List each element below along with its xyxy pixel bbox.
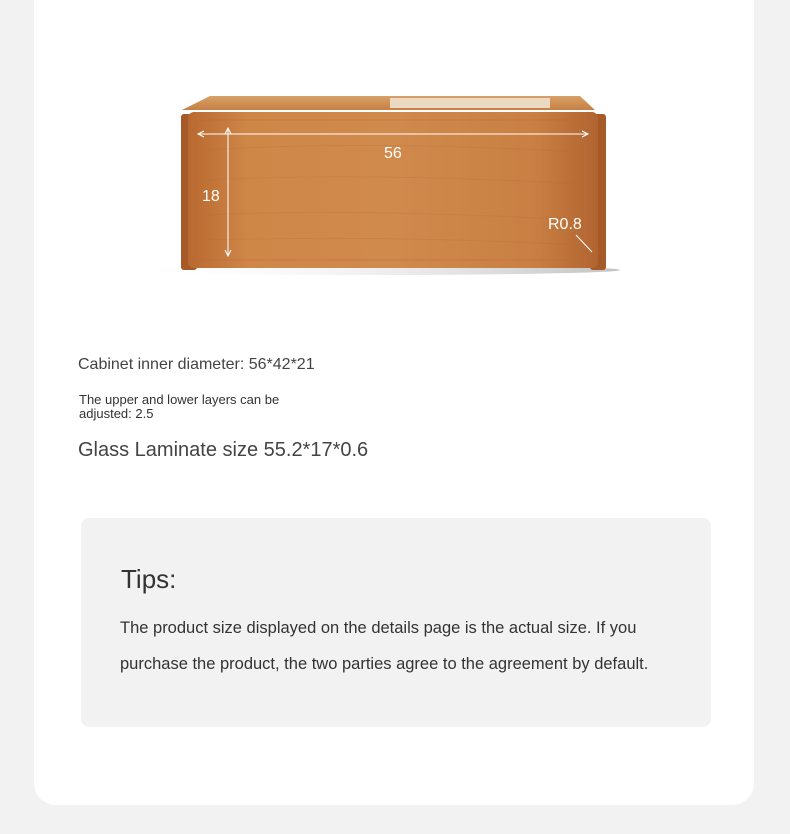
layer-adjust-spec: The upper and lower layers can be adjusted: 2.5 (79, 392, 280, 421)
glass-size-spec: Glass Laminate size 55.2*17*0.6 (78, 439, 369, 461)
tips-title: Tips: (121, 564, 177, 594)
height-label: 18 (202, 188, 220, 205)
width-label: 56 (384, 145, 402, 162)
inner-diameter-spec: Cabinet inner diameter: 56*42*21 (78, 356, 315, 373)
cabinet-top-glass (390, 98, 550, 108)
cabinet-illustration (110, 80, 630, 290)
tips-body: The product size displayed on the details page is the actual size. If you purchase the product, the two parties agree to the agreement by default. (120, 619, 649, 673)
product-image (110, 80, 630, 290)
tips-box (81, 518, 711, 727)
cabinet-front (188, 112, 598, 268)
radius-label: R0.8 (548, 216, 582, 233)
